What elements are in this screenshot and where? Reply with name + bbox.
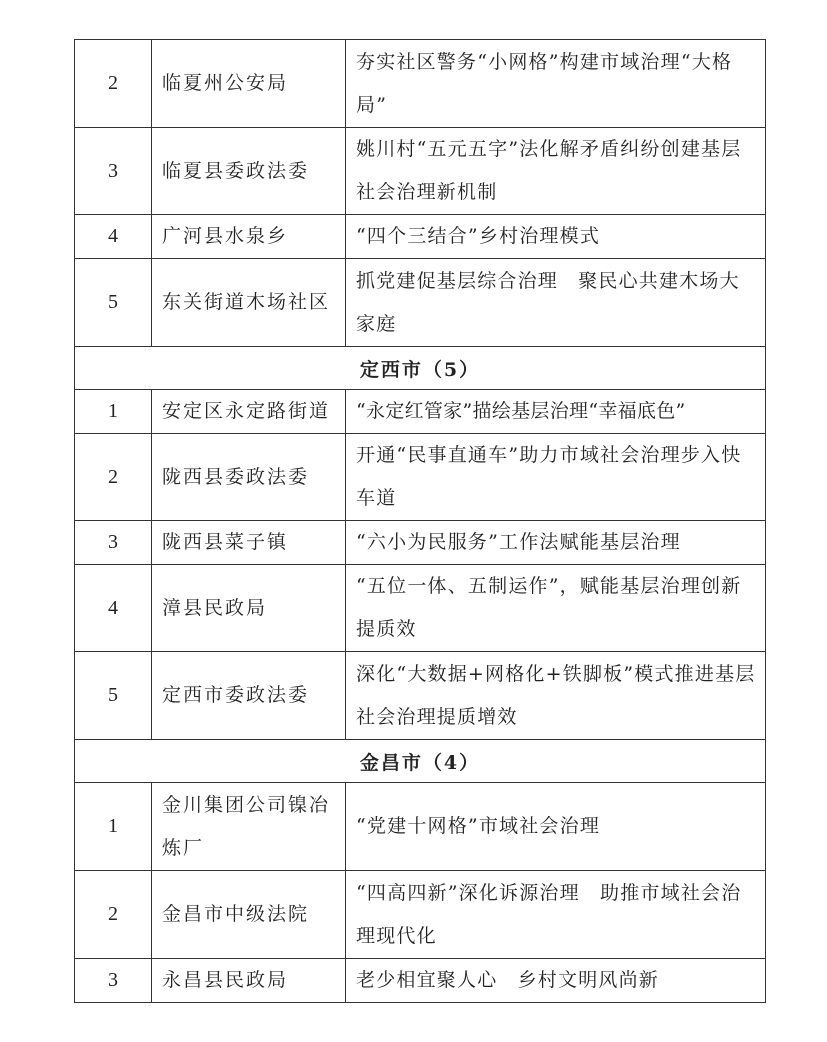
- unit-name: 金昌市中级法院: [152, 871, 346, 959]
- section-heading-row: [75, 347, 766, 390]
- table-row: [75, 521, 766, 565]
- row-number: 2: [75, 40, 152, 128]
- case-title: 老少相宜聚人心 乡村文明风尚新: [346, 959, 766, 1003]
- table-row: [75, 871, 766, 959]
- unit-name: 陇西县菜子镇: [152, 521, 346, 565]
- row-number: 2: [75, 434, 152, 521]
- case-title: “六小为民服务”工作法赋能基层治理: [346, 521, 766, 565]
- row-number: 3: [75, 521, 152, 565]
- case-title: “五位一体、五制运作”，赋能基层治理创新提质效: [346, 565, 766, 652]
- unit-name: 安定区永定路街道: [152, 390, 346, 434]
- row-number: 3: [75, 128, 152, 215]
- row-number: 1: [75, 783, 152, 871]
- table-row: [75, 259, 766, 347]
- section-heading: 定西市（5）: [75, 347, 766, 390]
- unit-name: 陇西县委政法委: [152, 434, 346, 521]
- table-row: [75, 652, 766, 740]
- row-number: 5: [75, 259, 152, 347]
- section-heading-row: [75, 740, 766, 783]
- case-title: 开通“民事直通车”助力市域社会治理步入快车道: [346, 434, 766, 521]
- unit-name: 永昌县民政局: [152, 959, 346, 1003]
- case-title: “四个三结合”乡村治理模式: [346, 215, 766, 259]
- case-title: 夯实社区警务“小网格”构建市域治理“大格局”: [346, 40, 766, 128]
- case-title: 深化“大数据+网格化+铁脚板”模式推进基层社会治理提质增效: [346, 652, 766, 740]
- unit-name: 临夏县委政法委: [152, 128, 346, 215]
- row-number: 5: [75, 652, 152, 740]
- table-row: [75, 215, 766, 259]
- row-number: 2: [75, 871, 152, 959]
- case-title: 抓党建促基层综合治理 聚民心共建木场大家庭: [346, 259, 766, 347]
- section-heading: 金昌市（4）: [75, 740, 766, 783]
- table-row: [75, 40, 766, 128]
- case-title: “党建十网格”市域社会治理: [346, 783, 766, 871]
- case-list-table: [74, 39, 766, 1003]
- unit-name: 广河县水泉乡: [152, 215, 346, 259]
- unit-name: 定西市委政法委: [152, 652, 346, 740]
- table-row: [75, 434, 766, 521]
- row-number: 4: [75, 565, 152, 652]
- case-title: “永定红管家”描绘基层治理“幸福底色”: [346, 390, 766, 434]
- case-title: 姚川村“五元五字”法化解矛盾纠纷创建基层社会治理新机制: [346, 128, 766, 215]
- row-number: 3: [75, 959, 152, 1003]
- case-title: “四高四新”深化诉源治理 助推市域社会治理现代化: [346, 871, 766, 959]
- unit-name: 金川集团公司镍冶炼厂: [152, 783, 346, 871]
- unit-name: 临夏州公安局: [152, 40, 346, 128]
- row-number: 4: [75, 215, 152, 259]
- table-row: [75, 565, 766, 652]
- table-row: [75, 783, 766, 871]
- row-number: 1: [75, 390, 152, 434]
- table-row: [75, 128, 766, 215]
- unit-name: 东关街道木场社区: [152, 259, 346, 347]
- table-row: [75, 390, 766, 434]
- table-row: [75, 959, 766, 1003]
- unit-name: 漳县民政局: [152, 565, 346, 652]
